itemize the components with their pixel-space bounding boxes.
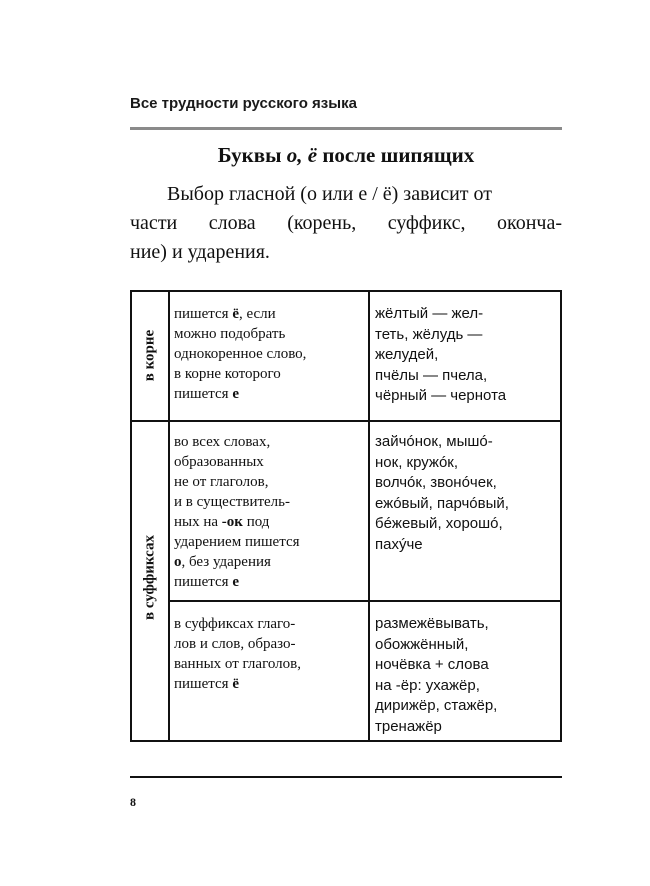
rule-line: ванных от глаголов, bbox=[174, 656, 301, 672]
rule-line: образованных bbox=[174, 454, 264, 470]
example-line: нок, кружóк, bbox=[375, 453, 459, 471]
example-line: желудей, bbox=[375, 346, 439, 363]
table-divider bbox=[168, 292, 170, 740]
rule-cell-suffix-verb bbox=[174, 614, 301, 694]
rule-line: в корне которого bbox=[174, 366, 281, 382]
example-line: размежёвывать, bbox=[375, 615, 489, 632]
example-line: дирижёр, стажёр, bbox=[375, 697, 498, 714]
rule-line: во всех словах, bbox=[174, 434, 271, 450]
example-cell-suffix-nonverb bbox=[375, 432, 509, 555]
example-line: на -ёр: ухажёр, bbox=[375, 676, 480, 694]
rule-line: и в существитель- bbox=[174, 494, 291, 510]
intro-line: Выбор гласной (о или е / ё) зависит от bbox=[167, 183, 493, 205]
example-line: зайчóнок, мышó- bbox=[375, 433, 493, 450]
example-line: ночёвка + слова bbox=[375, 656, 489, 673]
running-header: Все трудности русского языка bbox=[130, 95, 357, 112]
rule-line: о, без ударения bbox=[174, 554, 271, 570]
rule-line: ударением пишется bbox=[174, 534, 300, 550]
example-line: пахýче bbox=[375, 535, 423, 553]
example-line: теть, жёлудь — bbox=[375, 325, 483, 343]
page-title-letters: о, ё bbox=[286, 143, 318, 167]
rule-cell-suffix-nonverb bbox=[174, 432, 300, 592]
rule-line: лов и слов, образо- bbox=[174, 636, 296, 652]
intro-line: части слова (корень, суффикс, оконча- bbox=[130, 212, 562, 234]
example-line: жёлтый — жел- bbox=[375, 305, 484, 322]
page-title bbox=[130, 143, 562, 168]
page-title-suffix: после шипящих bbox=[317, 143, 475, 167]
group-label-suffix: в суффиксах bbox=[141, 535, 158, 620]
rule-cell-root bbox=[174, 304, 306, 404]
rule-line: ных на -ок под bbox=[174, 514, 270, 530]
table-divider bbox=[168, 600, 560, 602]
example-cell-suffix-verb bbox=[375, 614, 497, 737]
page-number: 8 bbox=[130, 795, 136, 809]
example-line: чёрный — чернота bbox=[375, 387, 507, 404]
header-rule bbox=[130, 127, 562, 130]
rule-line: в суффиксах глаго- bbox=[174, 616, 296, 632]
rule-line: пишется ё, если bbox=[174, 306, 276, 322]
rule-line: не от глаголов, bbox=[174, 474, 269, 490]
footer-rule bbox=[130, 776, 562, 778]
group-label-root: в корне bbox=[141, 329, 158, 382]
rules-table bbox=[130, 290, 562, 742]
page-title-prefix: Буквы bbox=[217, 143, 287, 167]
example-line: бéжевый, хорошó, bbox=[375, 515, 503, 532]
table-divider bbox=[368, 292, 370, 740]
rule-line: пишется е bbox=[174, 574, 239, 590]
example-line: пчёлы — пчела, bbox=[375, 366, 488, 384]
rule-line: однокоренное слово, bbox=[174, 346, 307, 362]
table-divider bbox=[132, 420, 560, 422]
example-line: ежóвый, парчóвый, bbox=[375, 494, 509, 512]
example-line: тренажёр bbox=[375, 717, 442, 735]
example-line: обожжённый, bbox=[375, 635, 469, 653]
rule-line: можно подобрать bbox=[174, 326, 286, 342]
example-cell-root bbox=[375, 304, 506, 407]
example-line: волчóк, звонóчек, bbox=[375, 474, 497, 491]
rule-line: пишется ё bbox=[174, 676, 239, 692]
rule-line: пишется е bbox=[174, 386, 239, 402]
intro-line: ние) и ударения. bbox=[130, 241, 270, 263]
intro-paragraph bbox=[130, 180, 562, 267]
